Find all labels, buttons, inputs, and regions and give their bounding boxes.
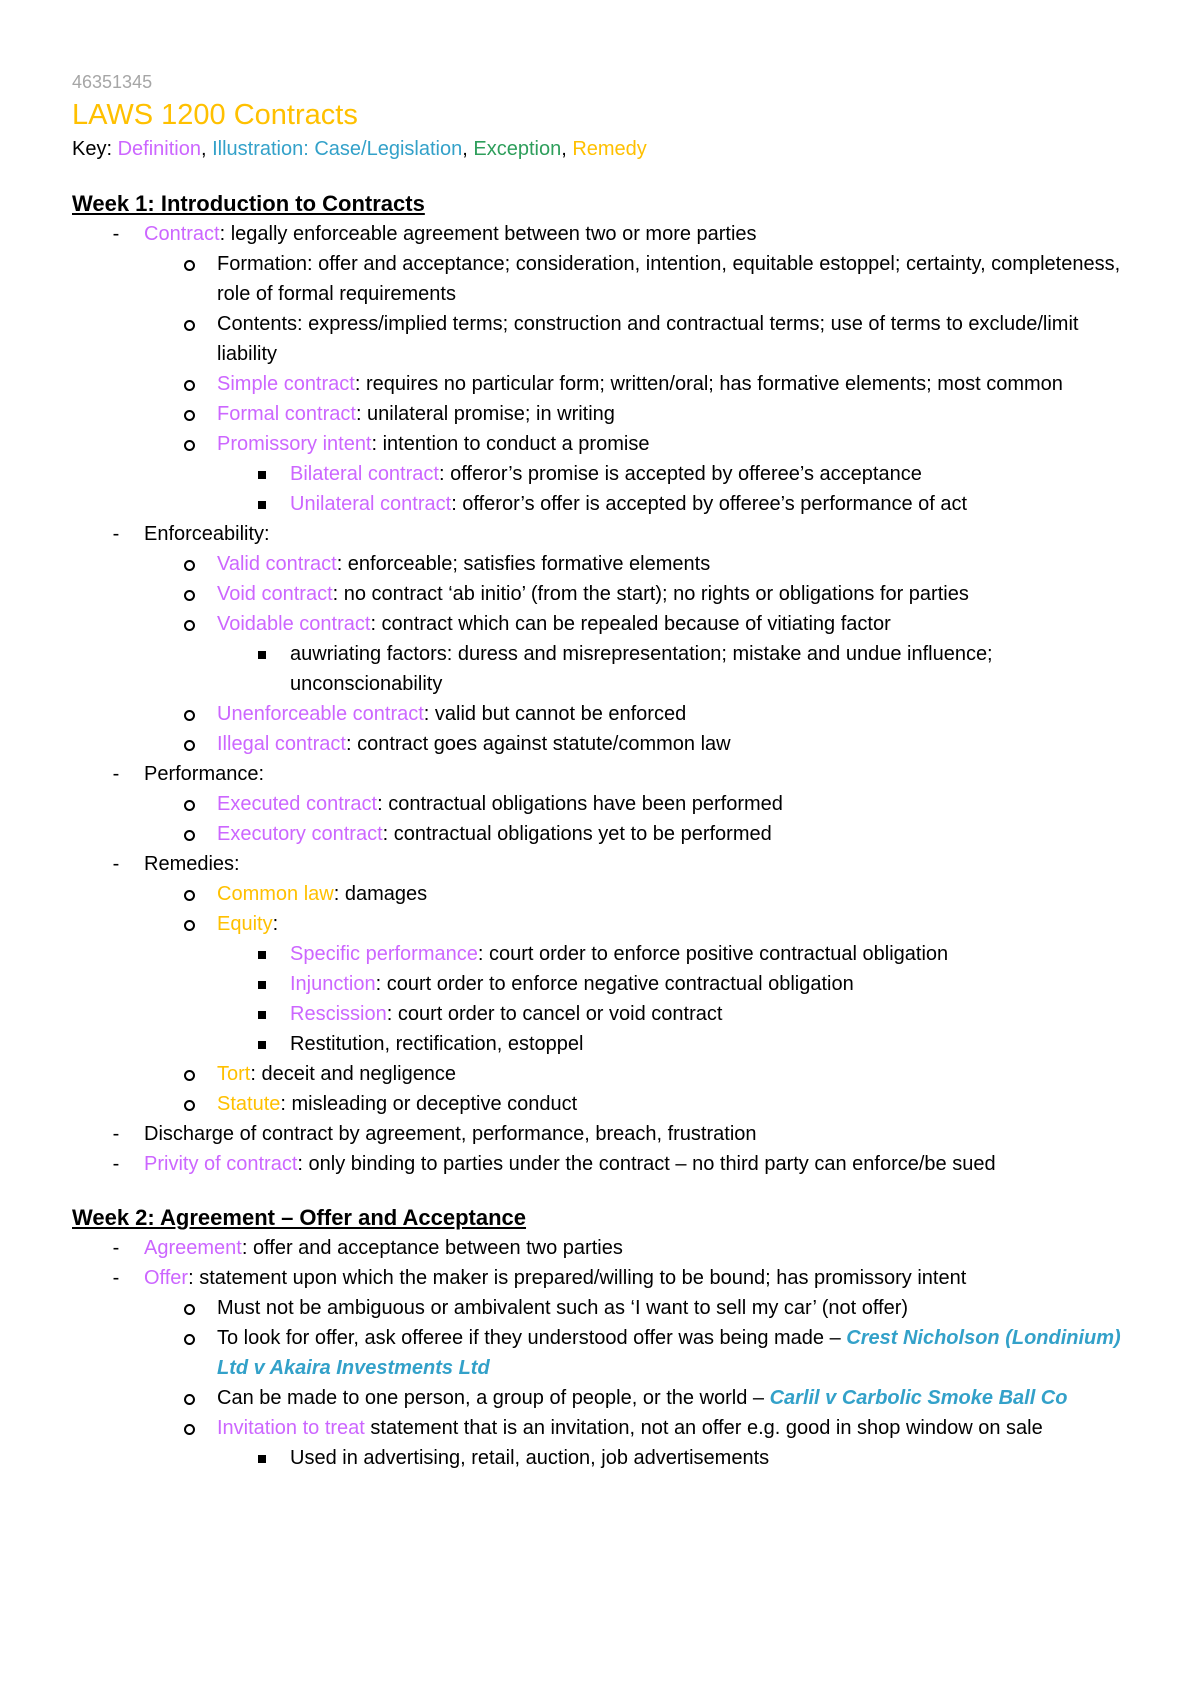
square-bullet-icon [258, 1041, 266, 1049]
term-def: Voidable contract [217, 613, 371, 635]
item-text: : contract which can be repealed because of vitiating factor [370, 613, 891, 635]
circle-bullet-icon [184, 740, 195, 751]
circle-bullet-icon [184, 890, 195, 901]
circle-bullet-icon [184, 830, 195, 841]
list-item [72, 999, 1136, 1029]
term-def: Executory contract [217, 823, 383, 845]
square-bullet-icon [258, 951, 266, 959]
list-item [72, 219, 1136, 249]
term-def: Agreement [144, 1237, 242, 1259]
square-bullet-icon [258, 471, 266, 479]
term-def: Injunction [290, 973, 376, 995]
term-rem: Statute [217, 1093, 281, 1115]
term-def: Contract [144, 223, 220, 245]
item-text: To look for offer, ask offeree if they understood offer was being made – [217, 1327, 847, 1349]
term-def: Privity of contract [144, 1153, 298, 1175]
item-text: : contractual obligations yet to be performed [382, 823, 772, 845]
term-rem: Common law [217, 883, 334, 905]
item-text: : requires no particular form; written/oral; has formative elements; most common [354, 373, 1063, 395]
item-text: : deceit and negligence [250, 1063, 457, 1085]
dash-bullet-icon: - [112, 1123, 120, 1145]
list-item [72, 879, 1136, 909]
circle-bullet-icon [184, 1100, 195, 1111]
key-items [118, 138, 647, 160]
list-item [72, 909, 1136, 939]
key-separator: , [200, 138, 213, 160]
key-item: Remedy [572, 138, 647, 160]
item-text: : court order to enforce negative contractual obligation [375, 973, 854, 995]
item-text: : valid but cannot be enforced [423, 703, 687, 725]
key-separator: , [561, 138, 573, 160]
item-text: Contents: express/implied terms; construction and contractual terms; use of terms to exclude/limit liability [217, 313, 1079, 365]
sections-container [72, 191, 1136, 1473]
dash-bullet-icon: - [112, 853, 120, 875]
key-item: Definition [117, 138, 201, 160]
item-text: Used in advertising, retail, auction, job advertisements [290, 1447, 770, 1469]
case-citation: Crest Nicholson (Londinium) Ltd v Akaira Investments Ltd [217, 1327, 1121, 1379]
term-rem: Tort [217, 1063, 251, 1085]
list-item [72, 789, 1136, 819]
item-text: Can be made to one person, a group of people, or the world – [217, 1387, 770, 1409]
list-item [72, 249, 1136, 309]
circle-bullet-icon [184, 590, 195, 601]
term-def: Simple contract [217, 373, 355, 395]
list-item [72, 969, 1136, 999]
bullet-list [72, 1233, 1136, 1473]
list-item [72, 1089, 1136, 1119]
term-def: Void contract [217, 583, 333, 605]
term-def: Rescission [290, 1003, 387, 1025]
item-text: : no contract ‘ab initio’ (from the start); no rights or obligations for parties [332, 583, 969, 605]
item-text: Discharge of contract by agreement, performance, breach, frustration [144, 1123, 757, 1145]
item-text: : offeror’s offer is accepted by offeree’s performance of act [451, 493, 968, 515]
list-item [72, 699, 1136, 729]
circle-bullet-icon [184, 440, 195, 451]
item-text: Restitution, rectification, estoppel [290, 1033, 584, 1055]
item-text: auwriating factors: duress and misrepresentation; mistake and undue influence; unconscionability [290, 643, 993, 695]
list-item [72, 1029, 1136, 1059]
item-text: Must not be ambiguous or ambivalent such as ‘I want to sell my car’ (not offer) [217, 1297, 909, 1319]
key-prefix: Key: [72, 138, 118, 160]
item-text: : enforceable; satisfies formative elements [336, 553, 711, 575]
item-text: : unilateral promise; in writing [355, 403, 615, 425]
document-title: LAWS 1200 Contracts [72, 99, 358, 131]
circle-bullet-icon [184, 920, 195, 931]
list-item [72, 489, 1136, 519]
term-def: Illegal contract [217, 733, 346, 755]
list-item [72, 519, 1136, 549]
section-heading: Week 2: Agreement – Offer and Acceptance [72, 1205, 527, 1230]
list-item [72, 729, 1136, 759]
list-item [72, 639, 1136, 699]
student-id: 46351345 [72, 72, 153, 92]
term-def: Unenforceable contract [217, 703, 424, 725]
term-def: Valid contract [217, 553, 337, 575]
square-bullet-icon [258, 501, 266, 509]
item-text: : statement upon which the maker is prepared/willing to be bound; has promissory intent [188, 1267, 967, 1289]
item-text: : contract goes against statute/common law [345, 733, 731, 755]
term-def: Bilateral contract [290, 463, 439, 485]
list-item [72, 1059, 1136, 1089]
item-text: : legally enforceable agreement between two or more parties [219, 223, 757, 245]
term-def: Invitation to treat [217, 1417, 365, 1439]
item-text: : offeror’s promise is accepted by offeree’s acceptance [438, 463, 922, 485]
term-def: Specific performance [290, 943, 478, 965]
list-item [72, 1263, 1136, 1293]
circle-bullet-icon [184, 710, 195, 721]
circle-bullet-icon [184, 380, 195, 391]
circle-bullet-icon [184, 410, 195, 421]
list-item [72, 1323, 1136, 1383]
item-text: : contractual obligations have been performed [377, 793, 783, 815]
list-item [72, 609, 1136, 639]
item-text: Performance: [144, 763, 265, 785]
dash-bullet-icon: - [112, 1237, 120, 1259]
list-item [72, 1293, 1136, 1323]
list-item [72, 369, 1136, 399]
term-def: Executed contract [217, 793, 378, 815]
section [72, 191, 1136, 1179]
item-text: Enforceability: [144, 523, 270, 545]
circle-bullet-icon [184, 620, 195, 631]
term-def: Formal contract [217, 403, 356, 425]
term-def: Offer [144, 1267, 189, 1289]
circle-bullet-icon [184, 1070, 195, 1081]
list-item [72, 1443, 1136, 1473]
square-bullet-icon [258, 651, 266, 659]
list-item [72, 849, 1136, 879]
dash-bullet-icon: - [112, 1153, 120, 1175]
list-item [72, 1383, 1136, 1413]
circle-bullet-icon [184, 560, 195, 571]
dash-bullet-icon: - [112, 523, 120, 545]
circle-bullet-icon [184, 1424, 195, 1435]
dash-bullet-icon: - [112, 763, 120, 785]
bullet-list [72, 219, 1136, 1179]
item-text: Formation: offer and acceptance; consideration, intention, equitable estoppel; certainty, completeness, role of formal requirements [217, 253, 1121, 305]
section-heading: Week 1: Introduction to Contracts [72, 191, 425, 216]
circle-bullet-icon [184, 1304, 195, 1315]
list-item [72, 1233, 1136, 1263]
item-text: : offer and acceptance between two parties [241, 1237, 623, 1259]
list-item [72, 579, 1136, 609]
color-key [72, 138, 1136, 161]
circle-bullet-icon [184, 1334, 195, 1345]
list-item [72, 1119, 1136, 1149]
item-text: : court order to enforce positive contractual obligation [477, 943, 949, 965]
list-item [72, 1413, 1136, 1443]
list-item [72, 429, 1136, 459]
item-text: : only binding to parties under the contract – no third party can enforce/be sued [297, 1153, 996, 1175]
list-item [72, 759, 1136, 789]
key-item: Illustration: Case/Legislation [212, 138, 463, 160]
case-citation: Carlil v Carbolic Smoke Ball Co [769, 1387, 1068, 1409]
item-text: : intention to conduct a promise [371, 433, 650, 455]
key-item: Exception [473, 138, 562, 160]
square-bullet-icon [258, 1455, 266, 1463]
item-text: : damages [333, 883, 428, 905]
circle-bullet-icon [184, 800, 195, 811]
circle-bullet-icon [184, 260, 195, 271]
section [72, 1205, 1136, 1473]
list-item [72, 399, 1136, 429]
key-separator: , [462, 138, 474, 160]
item-text: : [272, 913, 279, 935]
list-item [72, 459, 1136, 489]
list-item [72, 309, 1136, 369]
square-bullet-icon [258, 1011, 266, 1019]
term-def: Unilateral contract [290, 493, 452, 515]
item-text: : misleading or deceptive conduct [280, 1093, 578, 1115]
term-rem: Equity [217, 913, 273, 935]
list-item [72, 549, 1136, 579]
list-item [72, 1149, 1136, 1179]
circle-bullet-icon [184, 320, 195, 331]
item-text: statement that is an invitation, not an offer e.g. good in shop window on sale [364, 1417, 1043, 1439]
item-text: : court order to cancel or void contract [386, 1003, 723, 1025]
circle-bullet-icon [184, 1394, 195, 1405]
dash-bullet-icon: - [112, 223, 120, 245]
item-text: Remedies: [144, 853, 240, 875]
square-bullet-icon [258, 981, 266, 989]
term-def: Promissory intent [217, 433, 372, 455]
list-item [72, 819, 1136, 849]
dash-bullet-icon: - [112, 1267, 120, 1289]
list-item [72, 939, 1136, 969]
